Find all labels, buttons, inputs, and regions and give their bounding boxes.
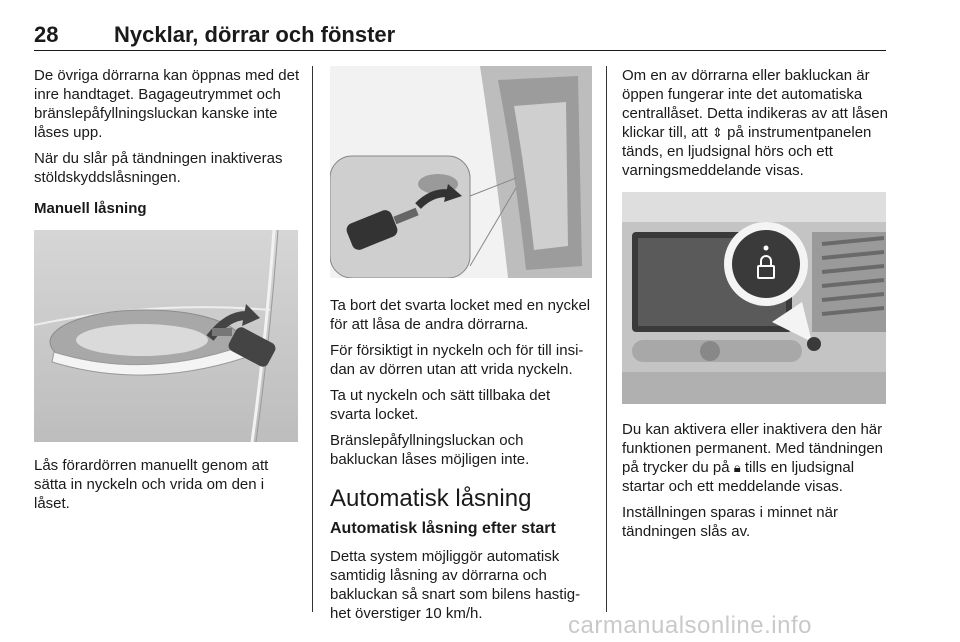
paragraph: Lås förardörren manuellt genom att sätta in nyckeln och vrida om den i låset.	[34, 457, 269, 512]
left-column	[34, 66, 300, 520]
paragraph: Detta system möjliggör automatisk samtidig låsning av dörrarna och bakluckan så snart som bilens hastighet överstiger 10 km/h.	[330, 548, 581, 622]
lock-icon: 🔒︎	[733, 460, 741, 475]
door-handle-figure	[34, 230, 298, 442]
section-title: Automatisk låsning	[330, 485, 532, 512]
chapter-title: Nycklar, dörrar och fönster	[114, 22, 396, 47]
paragraph: De övriga dörrarna kan öppnas med det inre handtaget. Bagageutrymmet och bränslepåfyllningsluckan kanske inte låses upp.	[34, 67, 300, 141]
paragraph-text: Om en av dörrarna eller bakluckan är öppen fungerar inte det automatiska centrallåset. Detta indikeras av att låsen klickar till, att	[622, 67, 888, 141]
dashboard-lock-button-figure	[622, 192, 886, 404]
middle-column	[330, 66, 592, 630]
paragraph	[622, 420, 888, 496]
paragraph: När du slår på tändningen inaktiveras stöldskyddslåsningen.	[34, 150, 283, 186]
paragraph: För försiktigt in nyckeln och för till insidan av dörren utan att vrida nyckeln.	[330, 342, 584, 378]
key-lock-figure	[330, 66, 592, 278]
paragraph-text: Du kan aktivera eller inaktivera den här funktionen permanent. Med tändningen på trycker du på	[622, 421, 884, 476]
right-column	[622, 66, 888, 548]
paragraph: Bränslepåfyllningsluckan och bakluckan låses möjligen inte.	[330, 432, 530, 468]
paragraph: Ta bort det svarta locket med en nyckel för att låsa de andra dörrarna.	[330, 297, 591, 333]
paragraph-text: tills en ljudsignal startar och ett meddelande visas.	[622, 459, 855, 495]
section-heading: Manuell låsning	[34, 200, 147, 217]
paragraph: Ta ut nyckeln och sätt tillbaka det svarta locket.	[330, 387, 551, 423]
warning-icon: ⇕	[712, 125, 723, 140]
watermark: carmanualsonline.info	[568, 612, 812, 639]
paragraph-text: på instrumentpanelen tänds, en ljudsignal hörs och ett varningsmeddelande visas.	[622, 124, 872, 179]
column-divider	[606, 66, 607, 612]
column-divider	[312, 66, 313, 612]
subsection-title: Automatisk låsning efter start	[330, 520, 556, 537]
paragraph	[622, 66, 888, 180]
paragraph: Inställningen sparas i minnet när tändningen slås av.	[622, 504, 838, 540]
page-number: 28	[34, 22, 59, 47]
page-header	[34, 16, 886, 51]
